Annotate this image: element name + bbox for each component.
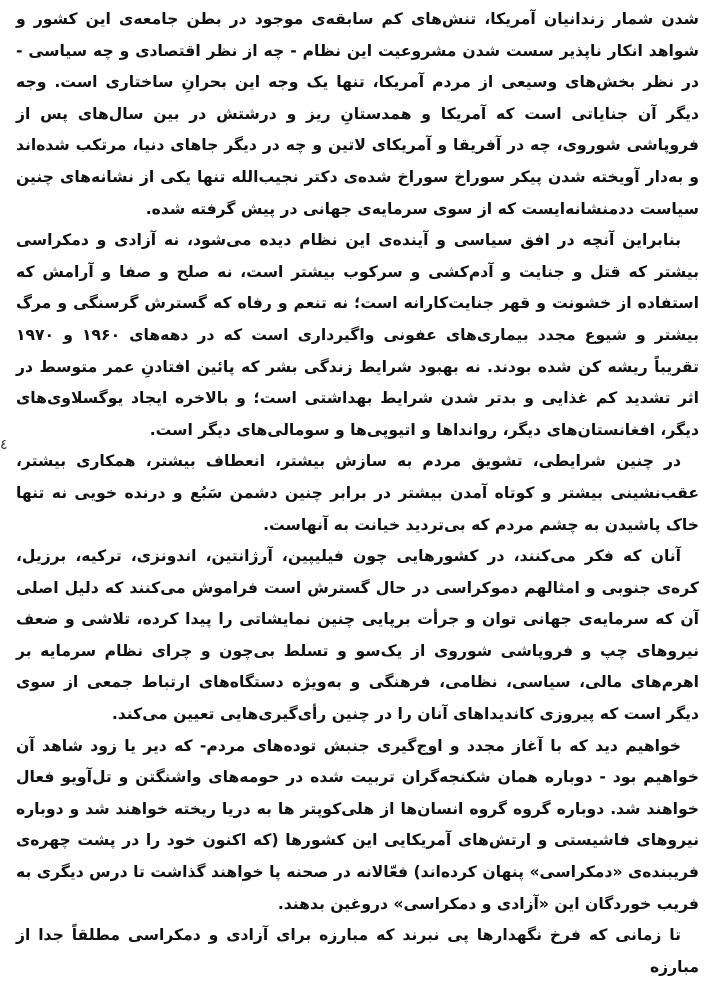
paragraph-4: آنان که فکر می‌کنند، در کشورهایی چون فیلیپین، آرژانتین، اندونزی، ترکیه، برزیل، کره‌ی جنوبی و امثالهم دموکراسی در حال گسترش است فراموش می‌کنند که دلیل اصلی آن که سرمایه‌ی جهانی توان و جرأت برپایی چنین نمایشاتی را پیدا کرده، تلاشی و ضعف نیروهای چپ و فروپاشی شوروی از یک‌سو و تسلط بی‌چون و چرای نظام سرمایه بر اهرم‌های مالی، سیاسی، نظامی، فرهنگی و به‌ویژه دستگاه‌های ارتباط جمعی از سوی دیگر است که پیروزی کاندیداهای آنان را در چنین رأی‌گیری‌هایی تعیین می‌کند. (16, 547, 699, 724)
body-text (16, 4, 699, 983)
paragraph-3: در چنین شرایطی، تشویق مردم به سازش بیشتر، انعطاف بیشتر، همکاری بیشتر، عقب‌نشینی بیشتر و کوتاه آمدن بیشتر در برابر چنین دشمن سَبُع و درنده خویی نه تنها خاک پاشیدن به چشم مردم که بی‌تردید خیانت به آنهاست. (16, 452, 699, 534)
paragraph-1: شدن شمار زندانیان آمریکا، تنش‌های کم سابقه‌ی موجود در بطن جامعه‌ی این کشور و شواهد انکار ناپذیر سست شدن مشروعیت این نظام - چه از نظر اقتصادی و چه سیاسی - در نظر بخش‌های وسیعی از مردم آمریکا، تنها یک وجه این بحرانِ ساختاری است. وجه دیگر آن جنایاتی است که آمریکا و همدستانِ ریز و درشتش در بین سال‌های پس از فروپاشی شوروی، چه در آفریقا و آمریکای لاتین و چه در دیگر جاهای دنیا، مرتکب شده‌اند و به‌دار آویخته شدن پیکر سوراخ سوراخ شده‌ی دکتر نجیب‌الله تنها یکی از نشانه‌های چنین سیاست ددمنشانه‌ایست که از سوی سرمایه‌ی جهانی در پیش گرفته شده. (16, 10, 699, 218)
paragraph-5: خواهیم دید که با آغاز مجدد و اوج‌گیری جنبش توده‌های مردم- که دیر یا زود شاهد آن خواهیم بود - دوباره همان شکنجه‌گران تربیت شده در حومه‌های واشنگتن و تل‌آویو فعال خواهند شد. دوباره گروه گروه انسان‌ها از هلی‌کوپتر ها به دریا ریخته خواهند شد و دوباره نیروهای فاشیستی و ارتش‌های آمریکایی این کشورها (که اکنون خود را در پشت چهره‌ی فریبنده‌ی «دمکراسی» پنهان کرده‌اند) فعّالانه در صحنه پا خواهند گذاشت تا درس دیگری به فریب خوردگان این «آزادی و دمکراسی» دروغین بدهند. (16, 736, 699, 913)
paragraph-2: بنابراین آنچه در افق سیاسی و آینده‌ی این نظام دیده می‌شود، نه آزادی و دمکراسی بیشتر که قتل و جنایت و آدم‌کشی و سرکوب بیشتر است، نه صلح و صفا و آرامش که استفاده از خشونت و قهر جنایت‌کارانه است؛ نه تنعم و رفاه که گسترش گرسنگی و مرگ بیشتر و شیوع مجدد بیماری‌های عفونی واگیرداری است که در دهه‌های ۱۹۶۰ و ۱۹۷۰ تقریباً ریشه کن شده بودند. نه بهبود شرایط زندگی بشر که پائین افتادنِ عمر متوسط در اثر تشدید کم غذایی و بدتر شدن شرایط بهداشتی است؛ و بالاخره ایجاد یوگسلاوی‌های دیگر، افغانستان‌های دیگر، رواندا‌ها و اتیوپی‌ها و سومالی‌های دیگر است. (16, 231, 699, 439)
paragraph-6: تا زمانی که فرخ نگهدارها پی نبرند که مبارزه برای آزادی و دمکراسی مطلقاً جدا از مبارزه (16, 926, 699, 976)
margin-mark: ٤ (0, 437, 8, 453)
